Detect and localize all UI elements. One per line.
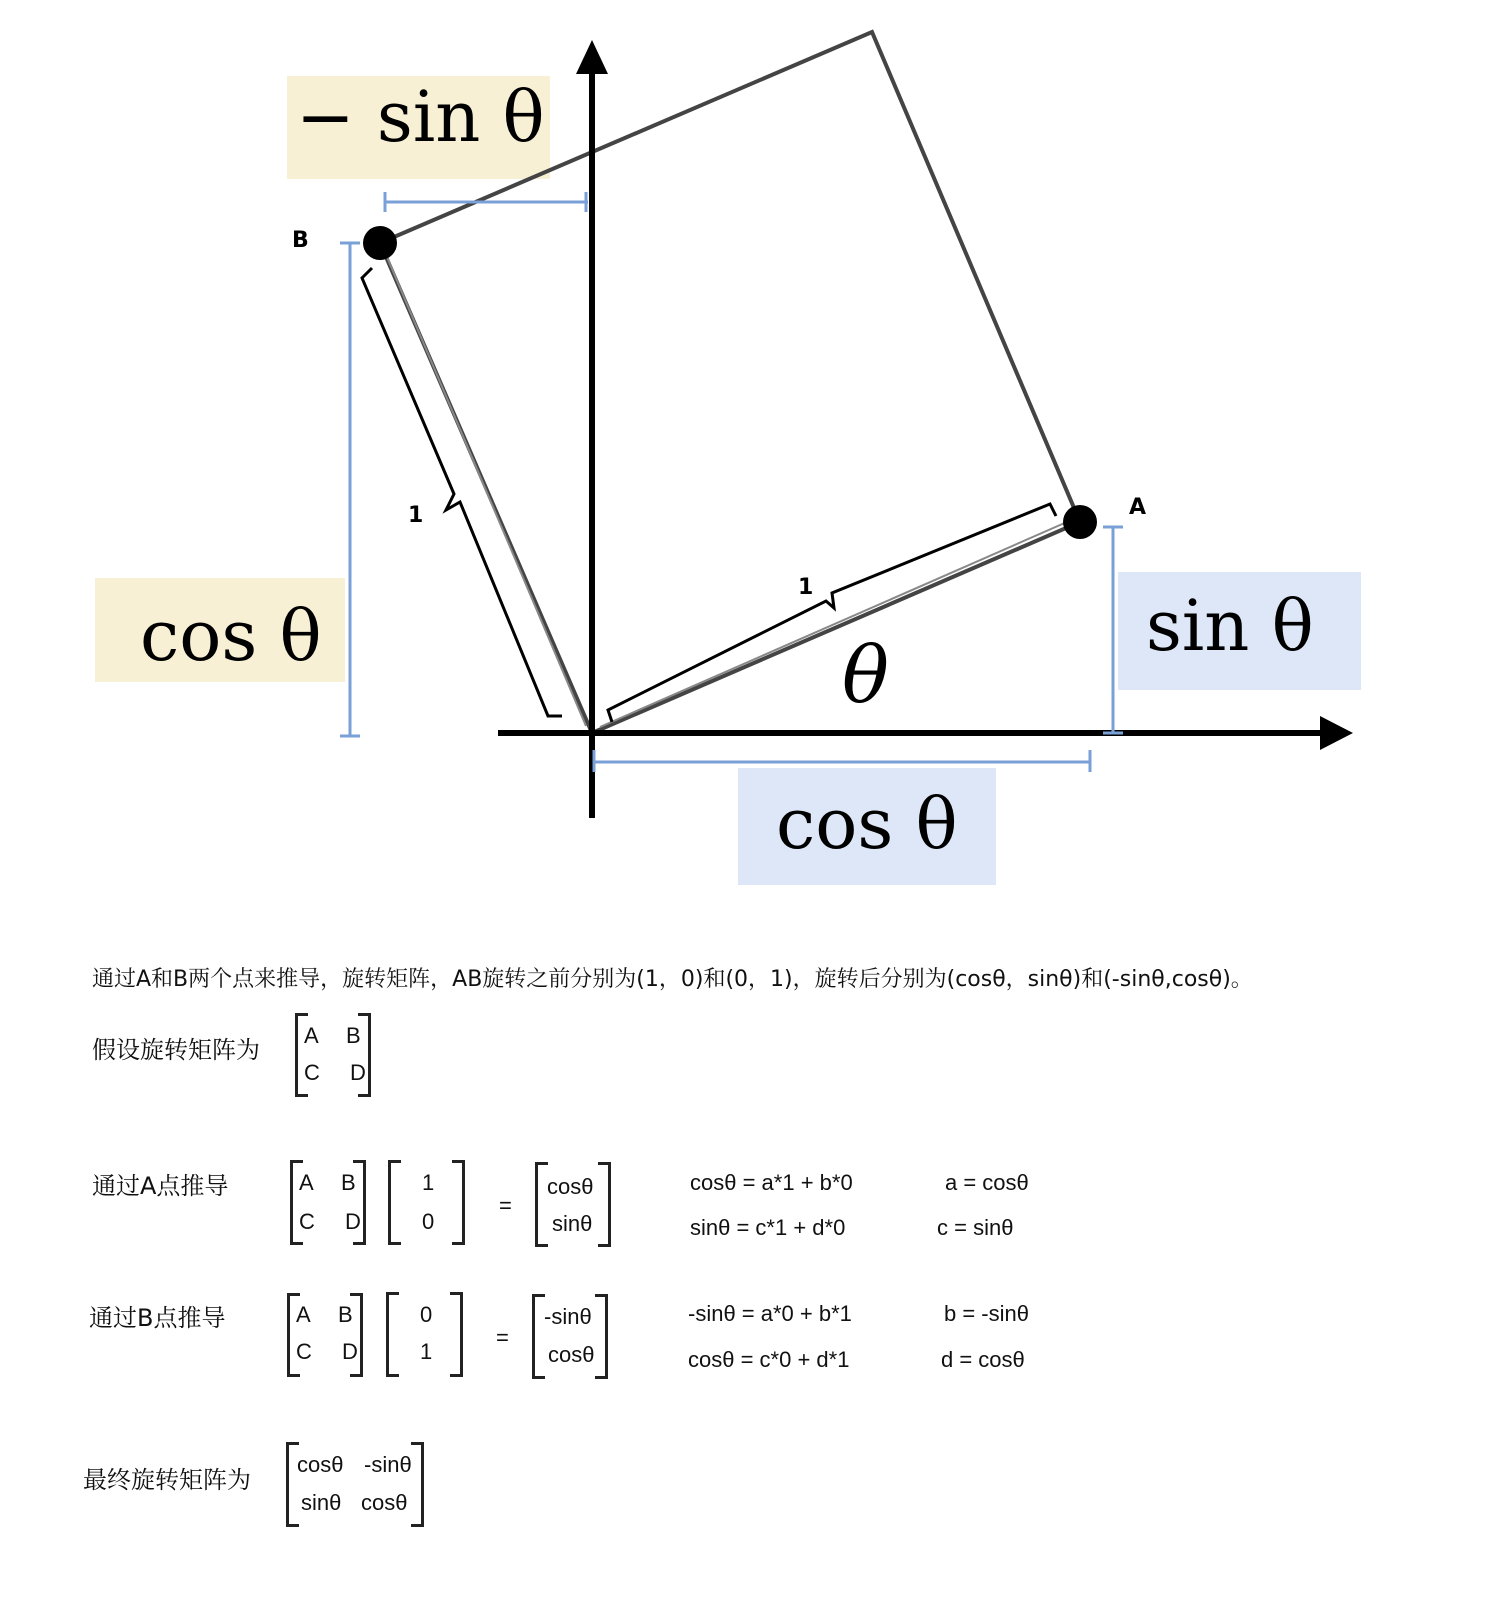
eq-b-1: -sinθ = a*0 + b*1 <box>688 1301 852 1326</box>
matrix-abcd-b <box>287 1293 363 1377</box>
final-cell-11: cosθ <box>297 1452 344 1477</box>
final-matrix <box>286 1442 424 1527</box>
result-a-1: cosθ <box>547 1174 594 1199</box>
sin-right-label: sin θ <box>1146 585 1314 667</box>
cell-a: A <box>296 1302 311 1327</box>
point-b-label: B <box>292 228 309 253</box>
vec-b-1: 0 <box>420 1302 433 1327</box>
matrix-abcd-a <box>290 1160 366 1245</box>
length-a-label: 1 <box>798 575 814 600</box>
vec-b-2: 1 <box>420 1339 433 1364</box>
via-b-label: 通过B点推导 <box>89 1304 226 1332</box>
brace-a <box>608 504 1056 722</box>
brace-b <box>362 268 562 716</box>
cell-c: C <box>299 1209 315 1234</box>
eq-b-2: cosθ = c*0 + d*1 <box>688 1347 850 1372</box>
result-a-2: sinθ <box>552 1211 593 1236</box>
matrix-abcd-assume <box>295 1013 371 1097</box>
vec-a-2: 0 <box>422 1209 435 1234</box>
guide-lines <box>340 192 1123 772</box>
final-cell-22: cosθ <box>361 1490 408 1515</box>
cell-a: A <box>304 1023 319 1048</box>
point-a-label: A <box>1129 495 1147 520</box>
equals-b: = <box>496 1325 509 1350</box>
final-label: 最终旋转矩阵为 <box>83 1466 251 1494</box>
point-a-dot <box>1063 505 1097 539</box>
cell-d: D <box>342 1339 358 1364</box>
final-cell-12: -sinθ <box>364 1452 412 1477</box>
theta-label: θ <box>842 631 889 721</box>
via-a-label: 通过A点推导 <box>92 1172 229 1200</box>
length-b-label: 1 <box>408 503 424 528</box>
sol-b-2: d = cosθ <box>941 1347 1025 1372</box>
sol-b-1: b = -sinθ <box>944 1301 1029 1326</box>
cell-d: D <box>345 1209 361 1234</box>
cell-b: B <box>338 1302 353 1327</box>
cell-a: A <box>299 1170 314 1195</box>
result-b-2: cosθ <box>548 1342 595 1367</box>
edge-b-inner <box>384 250 586 726</box>
point-b-dot <box>363 226 397 260</box>
cos-left-label: cos θ <box>140 595 322 677</box>
eq-a-2: sinθ = c*1 + d*0 <box>690 1215 846 1240</box>
eq-a-1: cosθ = a*1 + b*0 <box>690 1170 853 1195</box>
y-axis-arrow <box>576 40 608 74</box>
neg-sin-label: − sin θ <box>296 76 545 158</box>
edge-a-inner <box>600 518 1076 727</box>
cell-c: C <box>304 1060 320 1085</box>
cell-b: B <box>346 1023 361 1048</box>
final-cell-21: sinθ <box>301 1490 342 1515</box>
sol-a-2: c = sinθ <box>937 1215 1014 1240</box>
result-b-1: -sinθ <box>544 1304 592 1329</box>
vector-a <box>388 1160 465 1245</box>
cell-b: B <box>341 1170 356 1195</box>
cell-c: C <box>296 1339 312 1364</box>
intro-text: 通过A和B两个点来推导，旋转矩阵，AB旋转之前分别为(1，0)和(0，1)，旋转后分别为(cosθ，sinθ)和(-sinθ,cosθ)。 <box>92 967 1253 992</box>
vec-a-1: 1 <box>422 1170 435 1195</box>
x-axis-arrow <box>1320 716 1353 750</box>
vector-b <box>386 1292 463 1377</box>
result-b <box>532 1294 608 1379</box>
equals-a: = <box>499 1193 512 1218</box>
result-a <box>535 1162 611 1247</box>
assume-label: 假设旋转矩阵为 <box>92 1036 260 1064</box>
cell-d: D <box>350 1060 366 1085</box>
cos-bottom-label: cos θ <box>776 783 958 865</box>
sol-a-1: a = cosθ <box>945 1170 1029 1195</box>
